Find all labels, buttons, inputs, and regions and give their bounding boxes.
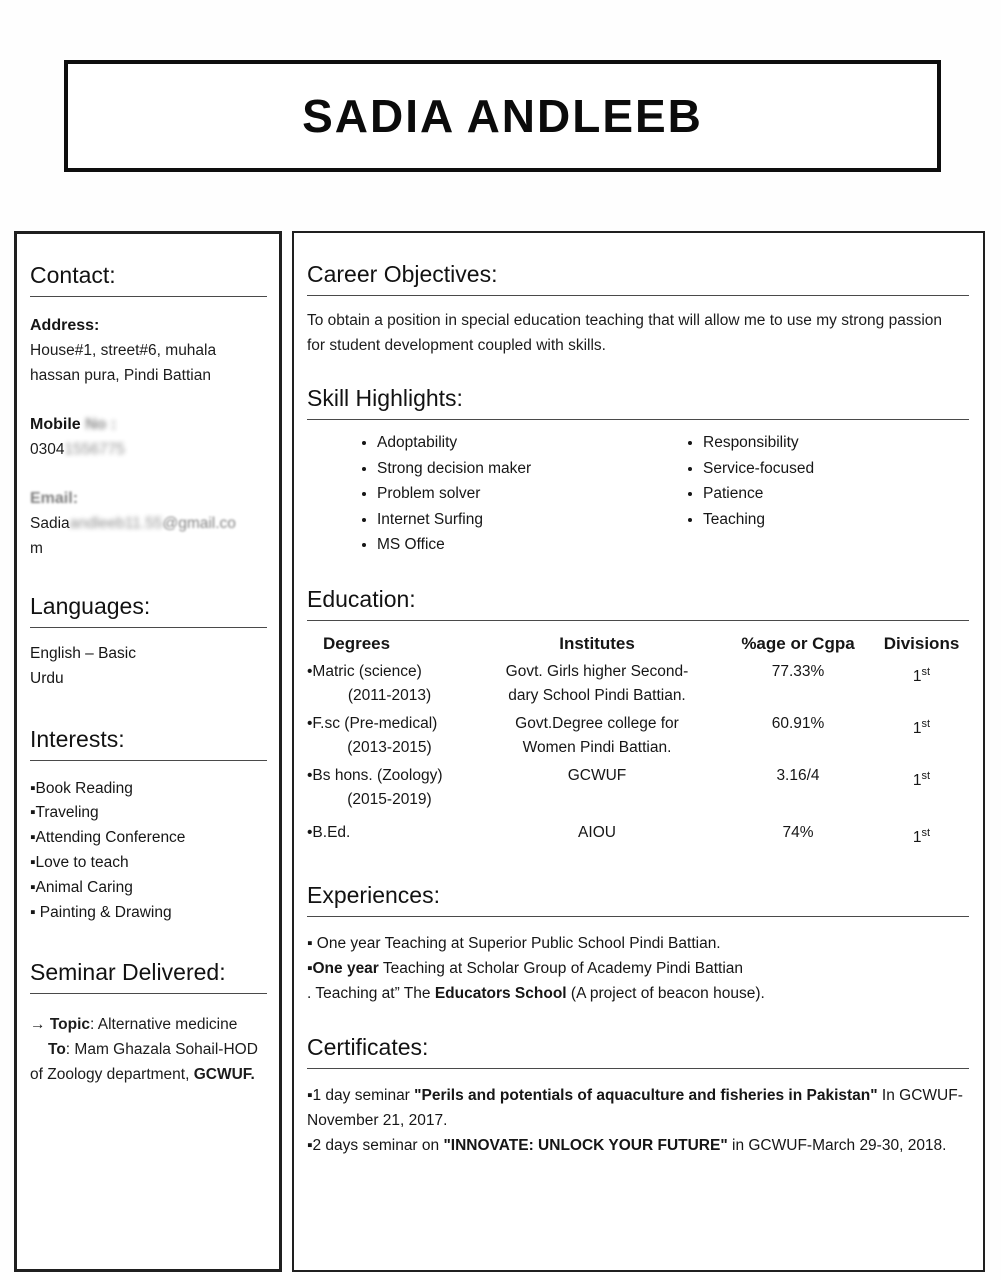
interest-item: ▪Animal Caring — [30, 878, 133, 896]
institute-line: Women Pindi Battian. — [522, 739, 672, 756]
division-value: 1 — [912, 828, 922, 846]
degree-name: •Matric (science) — [307, 662, 422, 680]
seminar-topic-label: Topic — [49, 1016, 90, 1034]
title-box — [64, 60, 941, 172]
seminar-section — [30, 959, 267, 1087]
contact-heading: Contact: — [30, 262, 267, 297]
career-objectives-text: To obtain a position in special education teaching that will allow me to use my strong passion for student development coupled with skills. — [307, 312, 943, 354]
interest-item: ▪Traveling — [30, 804, 99, 822]
skill-item: • Internet Surfing — [377, 507, 637, 533]
division-ordinal: st — [921, 665, 931, 678]
interest-item: ▪ Painting & Drawing — [30, 903, 172, 921]
skills-list-right — [637, 430, 969, 558]
email-label: Email: — [30, 490, 79, 507]
col-header-divisions: Divisions — [883, 633, 960, 653]
institute-cell — [472, 821, 722, 851]
education-row — [307, 712, 969, 761]
mobile-prefix: 0304 — [30, 441, 65, 458]
institute-line: Govt. Girls higher Second- — [505, 662, 689, 680]
languages-section — [30, 593, 267, 692]
education-row — [307, 764, 969, 813]
experience-bold: ▪One year — [307, 960, 379, 978]
division-cell — [874, 660, 969, 709]
skill-highlights-heading: Skill Highlights: — [307, 385, 969, 420]
institute-cell — [472, 764, 722, 813]
language-item: Urdu — [30, 669, 64, 687]
col-header-institutes: Institutes — [559, 633, 635, 653]
career-objectives-section — [307, 261, 969, 358]
institute-cell — [472, 712, 722, 761]
mobile-label-redacted: No : — [80, 416, 117, 433]
sidebar — [14, 231, 282, 1272]
certificate-pre: ▪1 day seminar — [307, 1087, 415, 1105]
seminar-to — [30, 1037, 267, 1087]
certificate-title: "Perils and potentials of aquaculture and fisheries in Pakistan" — [414, 1087, 878, 1105]
score-cell: 74% — [782, 823, 814, 841]
experience-item — [307, 956, 969, 981]
skill-item: • Teaching — [703, 507, 969, 533]
institute-line: Govt.Degree college for — [515, 714, 679, 732]
skill-item: • Adoptability — [377, 430, 637, 456]
certificate-post: In GCWUF-November 21, 2017. — [307, 1087, 963, 1130]
degree-name: •Bs hons. (Zoology) — [307, 766, 443, 784]
division-cell — [874, 821, 969, 851]
education-heading: Education: — [307, 586, 969, 621]
division-cell — [874, 764, 969, 813]
col-header-cgpa: %age or Cgpa — [741, 633, 855, 653]
education-section — [307, 586, 969, 851]
institute-line: GCWUF — [567, 766, 627, 784]
skill-item: • Responsibility — [703, 430, 969, 456]
skills-columns — [307, 430, 969, 558]
division-value: 1 — [912, 719, 922, 737]
division-value: 1 — [912, 771, 922, 789]
seminar-heading: Seminar Delivered: — [30, 959, 267, 994]
experiences-heading: Experiences: — [307, 882, 969, 917]
score-cell: 77.33% — [771, 662, 825, 680]
seminar-to-text: : Mam Ghazala Sohail-HOD of Zoology department, — [30, 1041, 258, 1084]
degree-years: (2011-2013) — [347, 687, 432, 704]
experience-pre: . Teaching at” The — [307, 985, 435, 1003]
degree-years: (2013-2015) — [347, 739, 432, 756]
certificate-post: in GCWUF-March 29-30, 2018. — [727, 1137, 947, 1155]
seminar-topic-text: : Alternative medicine — [90, 1016, 238, 1034]
division-ordinal: st — [921, 717, 931, 730]
certificate-item — [307, 1133, 969, 1158]
experience-rest: Teaching at Scholar Group of Academy Pindi Battian — [378, 960, 744, 978]
institute-line: AIOU — [578, 823, 616, 841]
language-item: English – Basic — [30, 645, 136, 662]
languages-list — [30, 642, 267, 692]
arrow-icon: → — [30, 1016, 50, 1034]
education-row — [307, 821, 969, 851]
interest-item: ▪Book Reading — [30, 779, 133, 797]
score-cell: 60.91% — [771, 714, 825, 732]
institute-cell — [472, 660, 722, 709]
experience-item — [307, 981, 969, 1006]
col-header-degrees: Degrees — [323, 633, 391, 653]
degree-years: (2015-2019) — [347, 791, 432, 808]
skill-item: • Patience — [703, 481, 969, 507]
certificate-title: "INNOVATE: UNLOCK YOUR FUTURE" — [443, 1137, 728, 1155]
skill-item: • Problem solver — [377, 481, 637, 507]
interests-section — [30, 726, 267, 926]
career-objectives-heading: Career Objectives: — [307, 261, 969, 296]
certificates-heading: Certificates: — [307, 1034, 969, 1069]
skill-highlights-section — [307, 385, 969, 558]
contact-section — [30, 262, 267, 561]
division-ordinal: st — [921, 769, 931, 782]
certificate-item — [307, 1083, 969, 1133]
interests-heading: Interests: — [30, 726, 267, 761]
skill-item: • Strong decision maker — [377, 456, 637, 482]
degree-cell — [307, 712, 472, 761]
experience-post: (A project of beacon house). — [566, 985, 765, 1003]
email-redacted: andleeb11.55 — [69, 515, 163, 532]
skill-item: • Service-focused — [703, 456, 969, 482]
division-value: 1 — [912, 667, 922, 685]
interests-list — [30, 777, 267, 926]
resume-name-title: SADIA ANDLEEB — [302, 90, 703, 142]
skills-list-left — [307, 430, 637, 558]
score-cell: 3.16/4 — [776, 766, 820, 784]
seminar-to-label: To — [48, 1041, 66, 1059]
languages-heading: Languages: — [30, 593, 267, 628]
degree-cell — [307, 660, 472, 709]
email-suffix: @gmail.co — [162, 515, 236, 532]
address-value: House#1, street#6, muhala hassan pura, Pindi Battian — [30, 342, 217, 384]
certificate-pre: ▪2 days seminar on — [307, 1137, 444, 1155]
email-value — [30, 511, 267, 561]
email-wrap: m — [30, 540, 43, 557]
experience-bold: Educators School — [434, 985, 567, 1003]
division-ordinal: st — [921, 826, 931, 839]
mobile-value — [30, 437, 267, 462]
education-row — [307, 660, 969, 709]
mobile-label-clear: Mobile — [30, 416, 81, 433]
main-column — [292, 231, 985, 1272]
experiences-section — [307, 882, 969, 1006]
education-table — [307, 631, 969, 851]
interest-item: ▪Attending Conference — [30, 829, 186, 847]
education-table-header — [307, 631, 969, 657]
seminar-to-org: GCWUF. — [193, 1066, 255, 1084]
skill-item: • MS Office — [377, 532, 637, 558]
degree-name: •F.sc (Pre-medical) — [307, 714, 438, 732]
degree-name: •B.Ed. — [307, 823, 351, 841]
experience-item: ▪ One year Teaching at Superior Public School Pindi Battian. — [307, 935, 721, 953]
mobile-redacted: 1556775 — [64, 441, 125, 458]
division-cell — [874, 712, 969, 761]
mobile-label — [30, 412, 267, 437]
seminar-topic — [30, 1012, 267, 1037]
degree-cell — [307, 764, 472, 813]
address-label: Address: — [30, 317, 100, 334]
interest-item: ▪Love to teach — [30, 853, 129, 871]
degree-cell — [307, 821, 472, 851]
email-prefix: Sadia — [30, 515, 70, 532]
institute-line: dary School Pindi Battian. — [508, 687, 686, 704]
certificates-section — [307, 1034, 969, 1158]
